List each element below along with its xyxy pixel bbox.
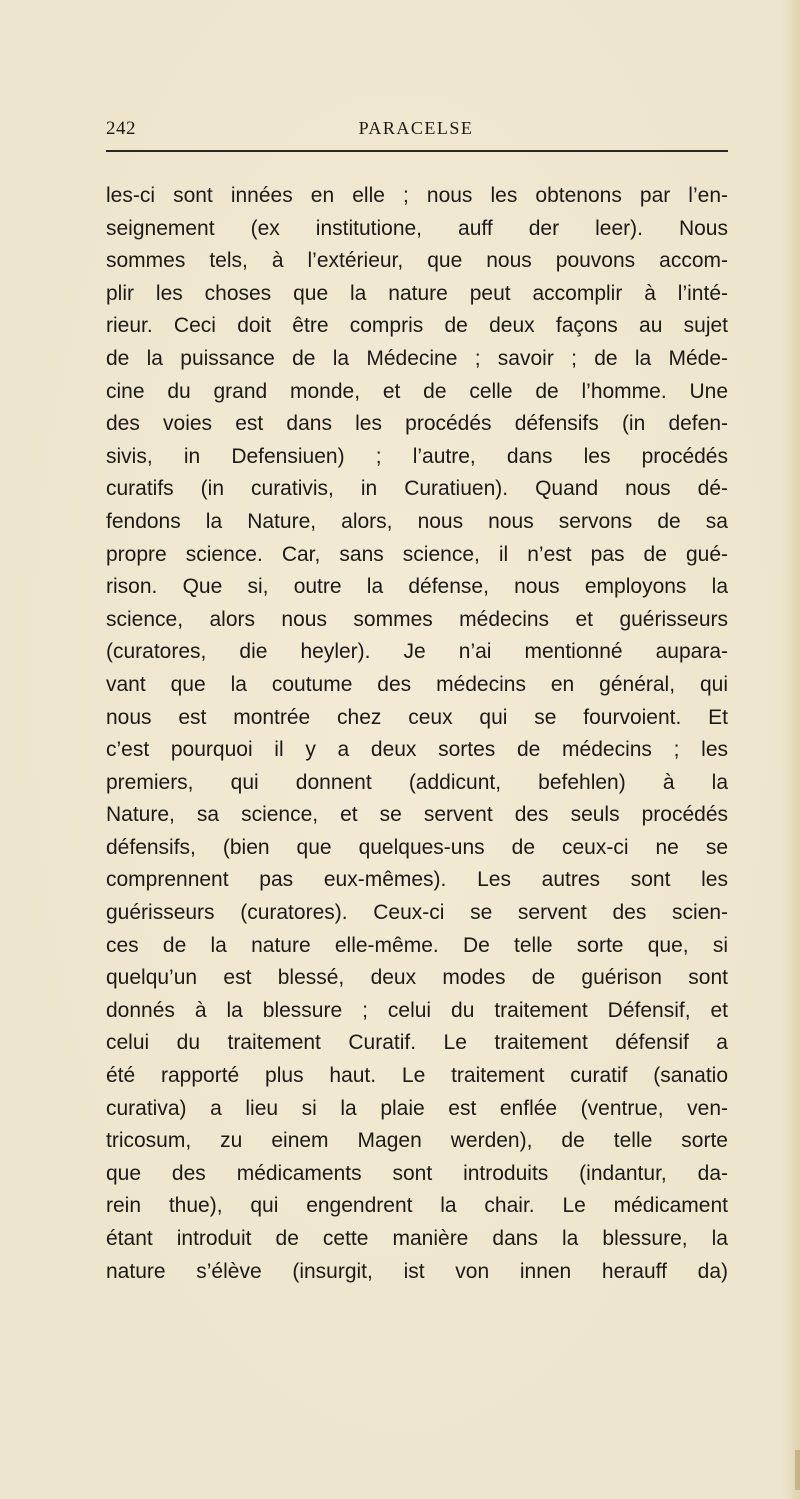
text-line: que des médicaments sont introduits (indantur, da- [106,1161,728,1185]
text-line: seignement (ex institutione, auff der leer). Nous [106,216,728,240]
text-line: tricosum, zu einem Magen werden), de telle sorte [106,1129,728,1153]
text-line: curativa) a lieu si la plaie est enflée (ventrue, ven- [106,1096,728,1120]
text-line: défensifs, (bien que quelques-uns de ceux-ci ne se [106,835,728,859]
text-line: propre science. Car, sans science, il n’est pas de gué- [106,542,728,566]
text-line: c’est pourquoi il y a deux sortes de médecins ; les [106,738,728,762]
text-line: cine du grand monde, et de celle de l’homme. Une [106,379,728,403]
text-line: étant introduit de cette manière dans la blessure, la [106,1227,728,1250]
text-line: des voies est dans les procédés défensifs (in defen- [106,412,728,436]
header-rule [106,150,728,152]
text-line: (curatores, die heyler). Je n’ai mentionné aupara- [106,640,728,664]
text-line: premiers, qui donnent (addicunt, befehlen) à la [106,770,728,794]
text-line: curatifs (in curativis, in Curatiuen). Quand nous dé- [106,477,728,501]
text-line: quelqu’un est blessé, deux modes de guérison sont [106,966,728,990]
text-line: guérisseurs (curatores). Ceux-ci se servent des scien- [106,901,728,925]
text-line: plir les choses que la nature peut accomplir à l’inté- [106,281,728,305]
running-title: PARACELSE [358,118,474,138]
text-line: donnés à la blessure ; celui du traitement Défensif, et [106,998,728,1022]
text-line: nous est montrée chez ceux qui se fourvoient. Et [106,705,728,729]
text-line: fendons la Nature, alors, nous nous servons de sa [106,509,728,533]
text-line: rieur. Ceci doit être compris de deux façons au sujet [106,314,728,338]
text-line: sommes tels, à l’extérieur, que nous pouvons accom- [106,249,728,273]
text-line: vant que la coutume des médecins en général, qui [106,672,728,696]
page-number: 242 [106,118,136,139]
page-header [106,118,726,146]
text-line: ces de la nature elle-même. De telle sorte que, si [106,933,728,957]
text-line: Nature, sa science, et se servent des seuls procédés [106,803,728,827]
text-line: été rapporté plus haut. Le traitement curatif (sanatio [106,1064,728,1088]
text-line: celui du traitement Curatif. Le traitement défensif a [106,1031,728,1055]
text-line: nature s’élève (insurgit, ist von innen herauff da) [106,1259,728,1283]
text-line: comprennent pas eux-mêmes). Les autres sont les [106,868,728,892]
text-line: rison. Que si, outre la défense, nous employons la [106,575,728,599]
text-line: sivis, in Defensiuen) ; l’autre, dans les procédés [106,444,728,468]
text-line: rein thue), qui engendrent la chair. Le médicament [106,1194,728,1218]
text-line: les-ci sont innées en elle ; nous les obtenons par l’en- [106,184,728,207]
text-line: de la puissance de la Médecine ; savoir ; de la Méde- [106,346,728,370]
paper-blemish [795,1450,800,1490]
text-line: science, alors nous sommes médecins et guérisseurs [106,607,728,631]
page-edge-shadow [782,0,800,1499]
body-text [106,180,728,1288]
